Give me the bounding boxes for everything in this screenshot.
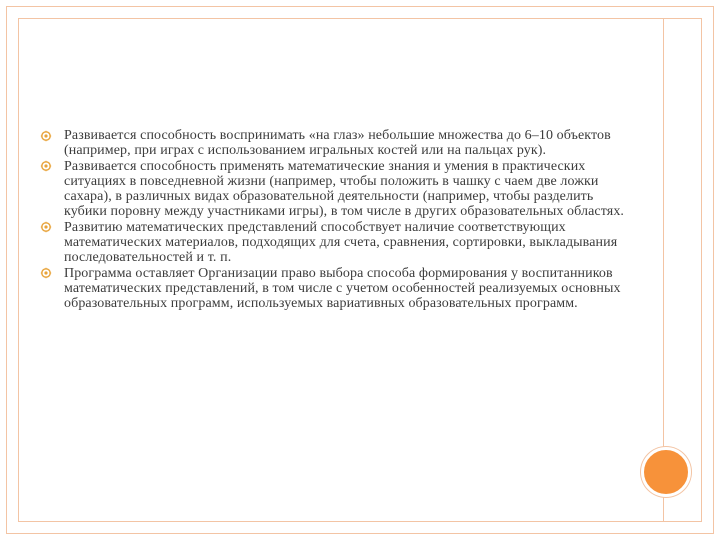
orange-circle-decoration — [641, 447, 691, 497]
fleuron-bullet-icon — [40, 266, 64, 281]
bullet-item — [40, 266, 630, 312]
fleuron-bullet-icon — [40, 159, 64, 174]
fleuron-bullet-icon — [40, 220, 64, 235]
bullet-item — [40, 128, 630, 159]
bullet-text: Программа оставляет Организации право выбора способа формирования у воспитанников математических представлений, в том числе с учетом особенностей реализуемых основных образовательных программ, используемых вариативных образовательных программ. — [64, 265, 621, 312]
bullet-text: Развивается способность воспринимать «на глаз» небольшие множества до 6–10 объектов (например, при играх с использованием игральных костей или на пальцах рук). — [64, 128, 611, 159]
bullet-list — [40, 128, 630, 312]
bullet-item — [40, 159, 630, 220]
slide-content — [40, 128, 630, 312]
bullet-text: Развивается способность применять математические знания и умения в практических ситуациях в повседневной жизни (например, чтобы положить в чашку с чаем две ложки сахара), в различных видах образовательной деятельности (например, чтобы разделить кубики поровну между участниками игры), в том числе в других образовательных областях. — [64, 158, 625, 220]
bullet-item — [40, 220, 630, 266]
fleuron-bullet-icon — [40, 128, 64, 143]
bullet-text: Развитию математических представлений способствует наличие соответствующих математических материалов, подходящих для счета, сравнения, сортировки, выкладывания последовательностей и т. п. — [64, 219, 618, 266]
